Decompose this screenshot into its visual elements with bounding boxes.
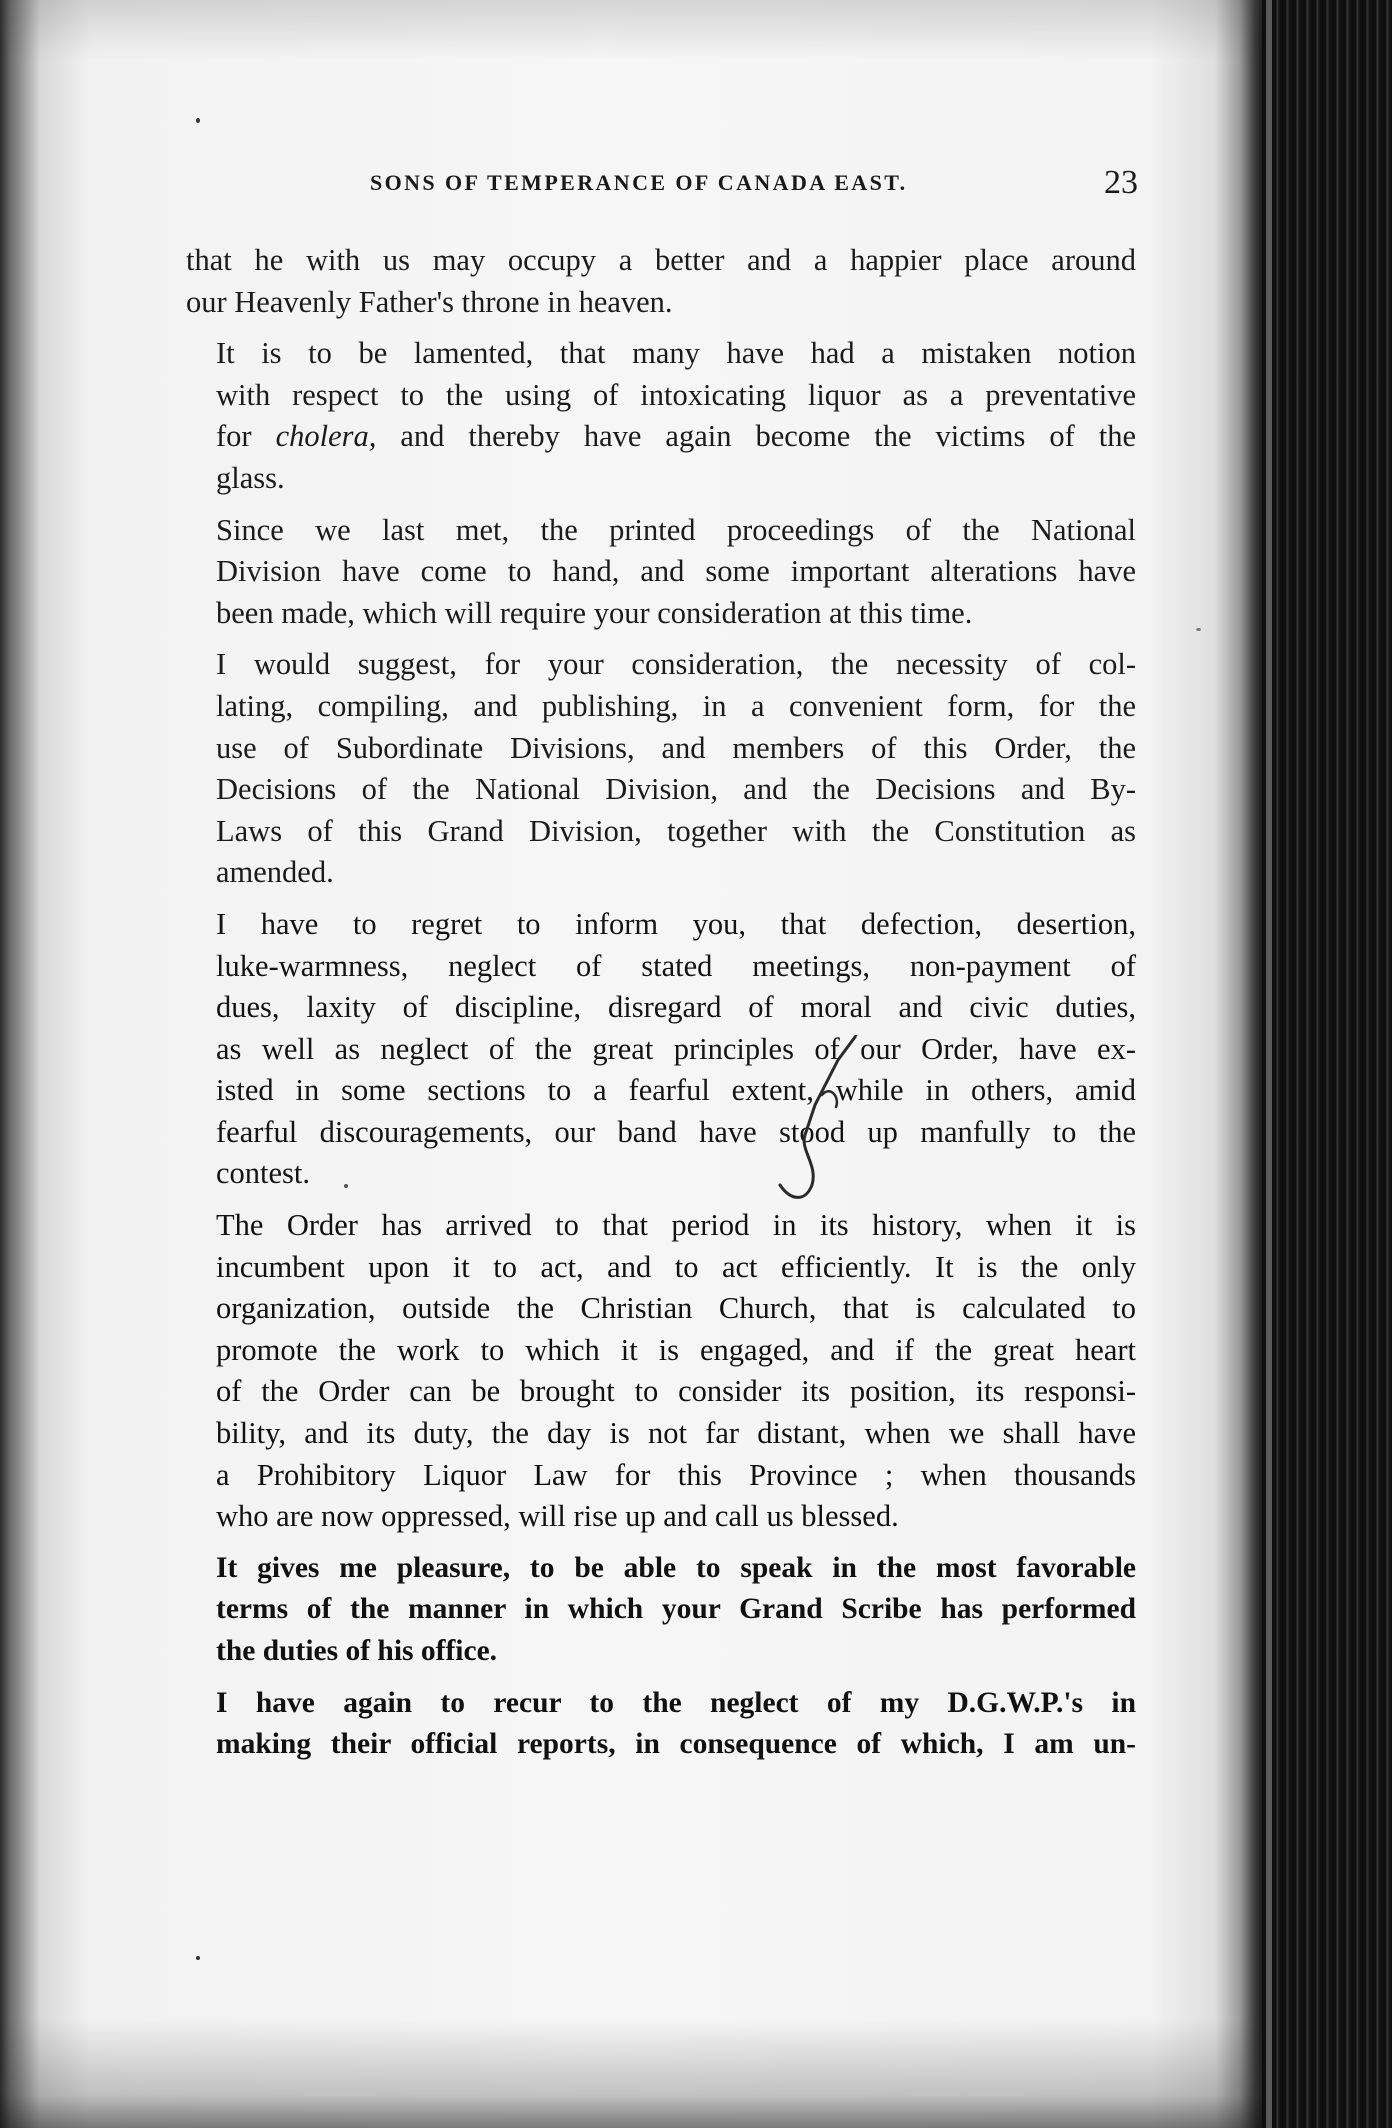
text-line: organization, outside the Christian Church, that is calculated to xyxy=(216,1291,1136,1326)
book-edge-highlight xyxy=(1266,0,1272,2128)
text-line: I have to regret to inform you, that defection, desertion, xyxy=(216,906,1136,941)
text-line: I have again to recur to the neglect of my D.G.W.P.'s in xyxy=(216,1686,1136,1719)
text-line: It is to be lamented, that many have had a mistaken notion xyxy=(216,336,1136,371)
text-line: isted in some sections to a fearful extent, while in others, amid xyxy=(216,1073,1136,1108)
page-shadow-top xyxy=(0,0,1262,60)
text-line: bility, and its duty, the day is not far distant, when we shall have xyxy=(216,1416,1136,1451)
page-shadow-bottom xyxy=(0,2018,1262,2128)
text-line: It gives me pleasure, to be able to speak in the most favorable xyxy=(216,1551,1136,1584)
paragraph-national-division xyxy=(186,510,1136,635)
text-fragment: for xyxy=(216,419,276,454)
text-line: lating, compiling, and publishing, in a convenient form, for the xyxy=(216,688,1136,723)
text-line: fearful discouragements, our band have stood up manfully to the xyxy=(216,1114,1136,1149)
italic-word: cholera, xyxy=(275,419,377,454)
text-line: making their official reports, in consequence of which, I am un- xyxy=(216,1728,1136,1761)
text-line: our Heavenly Father's throne in heaven. xyxy=(186,284,673,319)
text-line: of the Order can be brought to consider its position, its responsi- xyxy=(216,1374,1136,1409)
text-line: use of Subordinate Divisions, and members of this Order, the xyxy=(216,730,1136,765)
paragraph-dgwp-reports xyxy=(186,1683,1136,1766)
text-line: Since we last met, the printed proceedings of the National xyxy=(216,512,1136,547)
text-line: the duties of his office. xyxy=(216,1635,498,1667)
text-line: Division have come to hand, and some important alterations have xyxy=(216,554,1136,589)
text-line: that he with us may occupy a better and a happier place around xyxy=(186,243,1136,277)
text-line: promote the work to which it is engaged, and if the great heart xyxy=(216,1332,1136,1367)
paragraph-order-history xyxy=(186,1205,1136,1538)
text-line: incumbent upon it to act, and to act efficiently. It is the only xyxy=(216,1249,1136,1284)
text-line: with respect to the using of intoxicating liquor as a preventative xyxy=(216,377,1136,412)
text-line: dues, laxity of discipline, disregard of moral and civic duties, xyxy=(216,990,1136,1025)
body-text xyxy=(186,240,1136,1776)
text-line: a Prohibitory Liquor Law for this Province ; when thousands xyxy=(216,1457,1136,1492)
text-line-with-italic xyxy=(186,416,1136,458)
text-line: been made, which will require your consideration at this time. xyxy=(216,595,973,630)
dust-speck xyxy=(1196,628,1201,631)
text-line: luke-warmness, neglect of stated meetings, non-payment of xyxy=(216,948,1136,983)
text-line: as well as neglect of the great principles of our Order, have ex- xyxy=(216,1031,1136,1066)
text-line: contest. xyxy=(216,1156,311,1191)
running-head xyxy=(188,164,1148,210)
paragraph-grand-scribe xyxy=(186,1548,1136,1673)
text-fragment: and thereby have again become the victims of the xyxy=(376,419,1136,454)
text-line: who are now oppressed, will rise up and call us blessed. xyxy=(216,1499,899,1534)
text-line: I would suggest, for your consideration, the necessity of col- xyxy=(216,647,1136,682)
book-edge xyxy=(1262,0,1392,2128)
dust-speck xyxy=(196,1956,200,1960)
text-line: terms of the manner in which your Grand Scribe has performed xyxy=(216,1593,1136,1626)
paragraph-cholera xyxy=(186,333,1136,499)
running-head-title: SONS OF TEMPERANCE OF CANADA EAST. xyxy=(370,170,908,195)
dust-speck xyxy=(196,118,200,123)
page-number: 23 xyxy=(1104,164,1138,201)
text-line: Decisions of the National Division, and the Decisions and By- xyxy=(216,772,1136,807)
text-line: The Order has arrived to that period in its history, when it is xyxy=(216,1208,1136,1243)
paragraph-suggestion xyxy=(186,644,1136,894)
text-line: Laws of this Grand Division, together with the Constitution as xyxy=(216,813,1136,848)
text-line: amended. xyxy=(216,855,334,890)
paragraph-continuation xyxy=(186,240,1136,323)
text-line: glass. xyxy=(216,460,285,495)
paragraph-regret xyxy=(186,904,1136,1195)
